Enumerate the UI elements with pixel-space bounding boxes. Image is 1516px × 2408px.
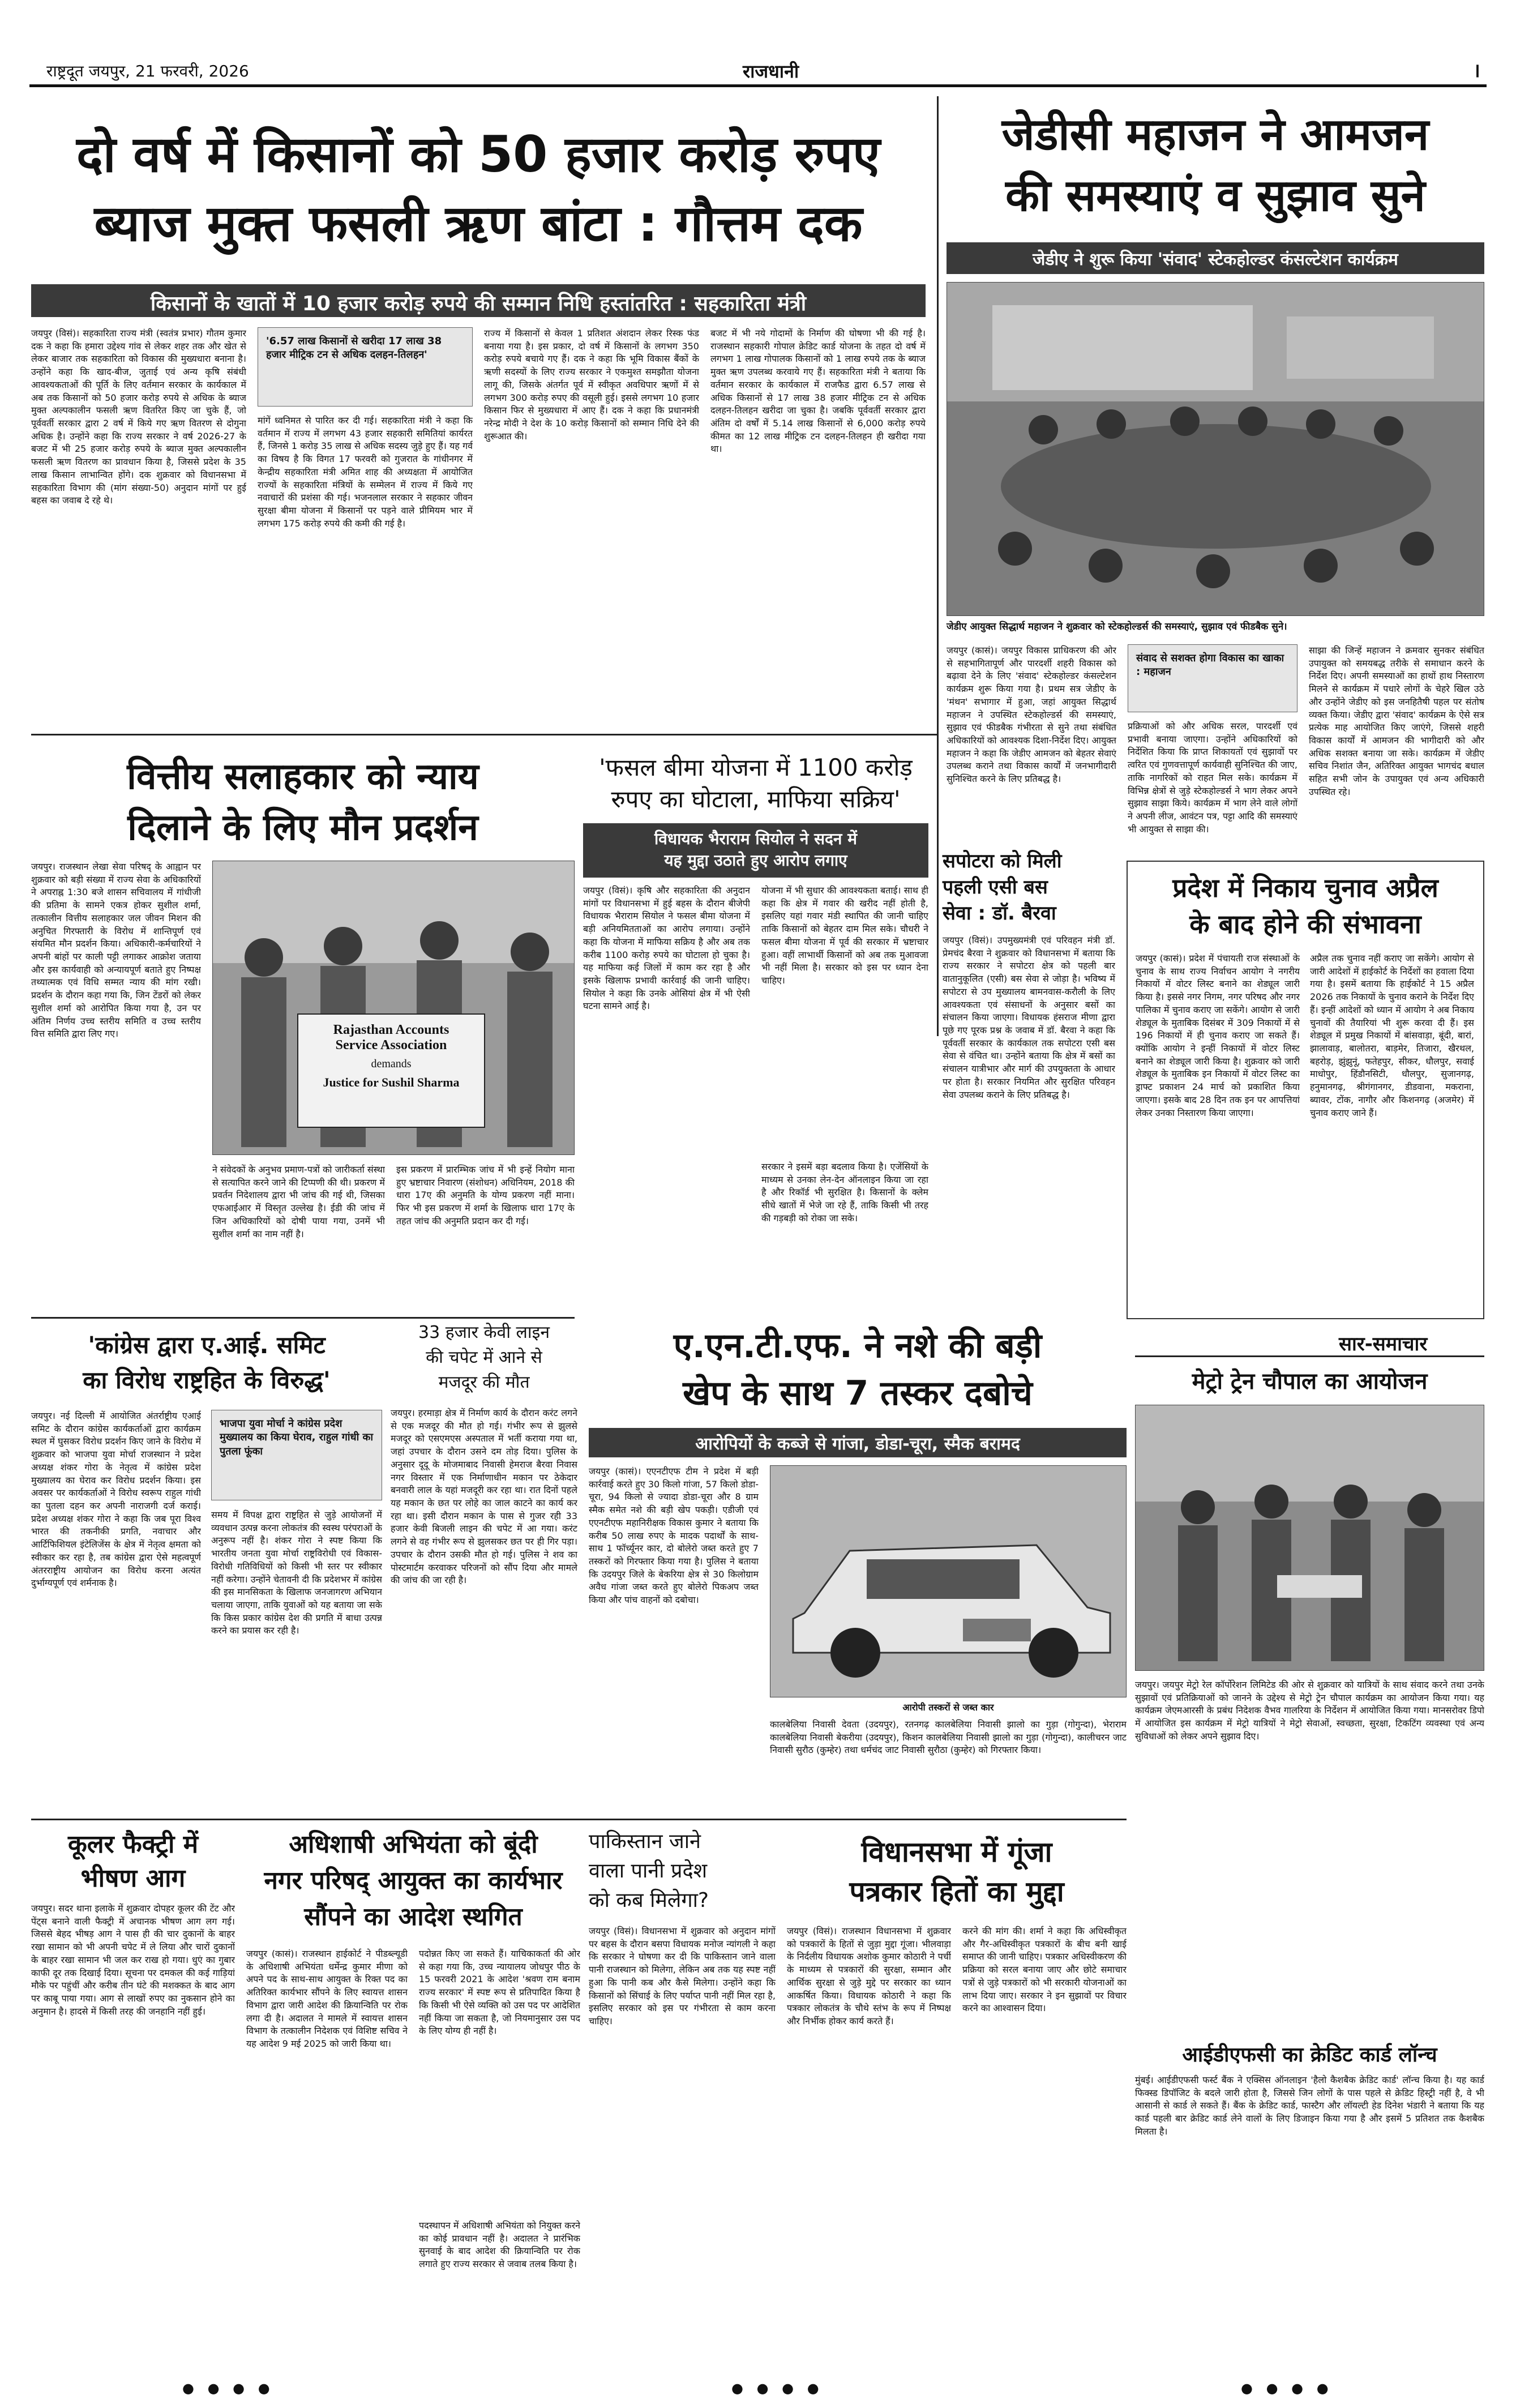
cooler-headline-2: भीषण आग	[80, 1864, 186, 1893]
page-footer	[29, 2378, 1487, 2401]
insurance-subhead-2: यह मुद्दा उठाते हुए आरोप लगाए	[664, 851, 847, 870]
lead-col-4: बजट में भी नये गोदामों के निर्माण की घोषणा भी की गई है। राजस्थान सहकारी गोपाल क्रेडिट कार्ड योजना के तहत दो वर्ष में लगभग 1 लाख गोपालक किसानों को 1 लाख रुपये तक के ब्याज मुक्त ऋण उपलब्ध करवाये गए हैं। सहकारिता मंत्री ने बताया कि वर्तमान सरकार के कार्यकाल में राजफैड द्वारा 6.57 लाख से अधिक किसानों से 17 लाख 38 हजार मीट्रिक टन से अधिक दलहन-तिलहन खरीदा जा चुका है। जबकि पूर्ववर्ती सरकार द्वारा अंतिम दो वर्षों में 5.14 लाख किसानों से 6,000 करोड़ रुपये कीमत का 12 लाख मीट्रिक टन दलहन-तिलहन ही खरीदा गया था।	[710, 328, 926, 455]
journalists-col-2: करने की मांग की। शर्मा ने कहा कि अधिस्वीकृत और गैर-अधिस्वीकृत पत्रकारों के बीच बनी खाई समाप्त की जानी चाहिए। पत्रकार अधिस्वीकरण की प्रक्रिया को सरल बनाया जाए और छोटे समाचार पत्रों से जुड़े पत्रकारों को भी सरकारी योजनाओं का लाभ दिया जाए। सरकार ने इन सुझावों पर विचार करने का आश्वासन दिया।	[962, 1926, 1127, 2014]
protest-col-3: इस प्रकरण में प्रारम्भिक जांच में भी इन्हें नियोग माना हुए भ्रष्टाचार निवारण (संशोधन) अधिनियम, 2018 की धारा 17ए की अनुमति के योग्य प्रकरण नहीं माना। फिर भी इस प्रकरण में शर्मा के खिलाफ धारा 17ए के तहत जांच की अनुमति प्रदान कर दी गई।	[396, 1164, 575, 1226]
lead-headline-1: दो वर्ष में किसानों को 50 हजार करोड़ रुपए	[76, 125, 880, 183]
bundi-headline-2: नगर परिषद् आयुक्त का कार्यभार	[264, 1866, 563, 1895]
metro-event-image	[1136, 1405, 1484, 1671]
insurance-subhead	[583, 823, 928, 878]
lead-col-2: मांगें ध्वनिमत से पारित कर दी गई। सहकारिता मंत्री ने कहा कि वर्तमान में राज्य में लगभग 43 हजार सहकारी समितियां कार्यरत हैं, जिनसे 1 करोड़ 35 लाख से अधिक सदस्य जुड़े हुए हैं। यह गर्व का विषय है कि विगत 17 फरवरी को गुजरात के गांधीनगर में केन्द्रीय सहकारिता मंत्री अमित शाह की अध्यक्षता में आयोजित राज्यों के सहकारिता मंत्रियों के सम्मेलन में राज्य में किये गए नवाचारों की प्रशंसा की गई। भजनलाल सरकार ने सहकार जीवन सुरक्षा बीमा योजना में किसानों पर पड़ने वाले प्रीमियम भार में लगभग 175 करोड़ रुपये की कमी की गई है।	[258, 415, 473, 529]
water-headline-1: पाकिस्तान जाने	[589, 1830, 701, 1853]
jdc-col-3: साझा की जिन्हें महाजन ने क्रमवार सुनकर संबंधित उपायुक्त को समयबद्ध तरीके से समाधान करने के निर्देश दिए। अपनी समस्याओं का हाथों हाथ निस्तारण मिलने से कार्यक्रम में पधारे लोगों के चेहरे खिल उठे और उन्होंने जेडीए को इस जनहितैषी पहल पर संतोष व्यक्त किया। जेडीए द्वारा 'संवाद' कार्यक्रम के ऐसे सत्र प्रत्येक माह आयोजित किए जाएंगे, जिससे शहरी विकास कार्यों में आमजन की भागीदारी को और अधिक सशक्त बनाया जा सके। कार्यक्रम में जेडीए सचिव निशांत जैन, अतिरिक्त आयुक्त भागचंद बधाल सहित सभी जोन के उपायुक्त एवं अन्य अधिकारी उपस्थित रहे।	[1309, 645, 1484, 797]
cooler-headline-1: कूलर फैक्ट्री में	[67, 1830, 199, 1859]
jdc-col-1: जयपुर (कासं)। जयपुर विकास प्राधिकरण की ओर से सहभागितापूर्ण और पारदर्शी शहरी विकास को बढ़ावा देने के लिए 'संवाद' स्टेकहोल्डर कंसल्टेशन कार्यक्रम शुरू किया गया है। प्रथम सत्र जेडीए के 'मंथन' सभागार में हुआ, जहां आयुक्त सिद्धार्थ महाजन ने उपस्थित स्टेकहोल्डर्स की समस्याएं, सुझाव एवं फीडबैक गंभीरता से सुने तथा संबंधित अधिकारियों को आवश्यक दिशा-निर्देश दिए। आयुक्त महाजन ने कहा कि जेडीए आमजन को बेहतर सेवाएं उपलब्ध कराने तथा विकास कार्यों में जनभागीदारी सुनिश्चित करने के लिए प्रतिबद्ध है।	[947, 645, 1116, 785]
insurance-headline-1: 'फसल बीमा योजना में 1100 करोड़	[599, 754, 913, 781]
water-headline-3: को कब मिलेगा?	[589, 1889, 709, 1912]
bundi-story	[246, 1829, 580, 2367]
pakistan-water-story	[589, 1829, 776, 2367]
idfc-body: मुंबई। आईडीएफसी फर्स्ट बैंक ने एक्सिस ऑनलाइन 'हैलो कैशबैक क्रेडिट कार्ड' लॉन्च किया है। यह कार्ड फिक्स्ड डिपॉजिट के बदले जारी होता है, जिससे जिन लोगों के पास पहले से क्रेडिट हिस्ट्री नहीं है, वे भी आसानी से कार्ड ले सकते हैं। बैंक के क्रेडिट कार्ड, फास्टैग और लॉयल्टी हेड दिनेश भंडारी ने बताया कि यह कार्ड पहली बार क्रेडिट कार्ड लेने वालों के लिए डिजाइन किया गया है और इसमें 5 प्रतिशत तक कैशबैक मिलता है।	[1135, 2075, 1484, 2137]
section-title: राजधानी	[743, 61, 799, 82]
jdc-photo-caption: जेडीए आयुक्त सिद्धार्थ महाजन ने शुक्रवार को स्टेकहोल्डर्स की समस्याएं, सुझाव एवं फीडबैक सुने।	[947, 621, 1287, 632]
banner-line-4: Justice for Sushil Sharma	[323, 1075, 460, 1089]
bundi-col-1: जयपुर (कासं)। राजस्थान हाईकोर्ट ने पीडब्ल्यूडी के अधिशाषी अभियंता धर्मेन्द्र कुमार मीणा को अपने पद के साथ-साथ आयुक्त के रिक्त पद का अतिरिक्त कार्यभार सौंपने के लिए स्वायत्त शासन विभाग द्वारा जारी आदेश की क्रियान्विति पर रोक लगा दी है। अदालत ने मामले में स्वायत्त शासन विभाग के तत्कालीन निदेशक एवं विशिष्ट सचिव ने यह आदेश 9 मई 2025 को जारी किया था।	[246, 1948, 408, 2050]
column-divider	[937, 96, 939, 1036]
metro-body: जयपुर। जयपुर मेट्रो रेल कॉर्पोरेशन लिमिटेड की ओर से शुक्रवार को यात्रियों के साथ संवाद करने तथा उनके सुझावों एवं प्रतिक्रियाओं को जानने के उद्देश्य से मेट्रो ट्रेन चौपाल कार्यक्रम का आयोजन किया गया। यह कार्यक्रम जेएमआरसी के प्रबंध निदेशक वैभव गालरिया के निर्देशन में आयोजित किया गया। मानसरोवर डिपो में आयोजित इस कार्यक्रम में मेट्रो यात्रियों ने मेट्रो सेवाओं, स्वच्छता, सुरक्षा, टिकटिंग व्यवस्था एवं अन्य सुविधाओं को लेकर अपने सुझाव दिए।	[1135, 1679, 1484, 1742]
jdc-headline-2: की समस्याएं व सुझाव सुने	[1005, 170, 1425, 221]
water-headline-2: वाला पानी प्रदेश	[589, 1859, 708, 1883]
antf-col-2: कालबेलिया निवासी देवता (उदयपुर), रतनगढ़ कालबेलिया निवासी झालो का गुड़ा (गोगुन्दा), भेराराम कालबेलिया निवासी बेकरीया (उदयपुर), किशन कालबेलिया निवासी झालो का गुड़ा (गोगुन्दा), कालीचरन जाट निवासी सुरौठ (कुम्हेर) तथा धर्मचंद जाट निवासी सुरौठा (कुम्हेर) को गिरफ्तार किया।	[770, 1719, 1127, 1756]
footer-dots-middle: ● ● ● ●	[731, 2380, 824, 2396]
congress-col-2: समय में विपक्ष द्वारा राष्ट्रहित से जुड़े आयोजनों में व्यवधान उत्पन्न करना लोकतंत्र की स्वस्थ परंपराओं के अनुरूप नहीं है। शंकर गोरा ने स्पष्ट किया कि भारतीय जनता युवा मोर्चा राष्ट्रविरोधी एवं विकास-विरोधी गतिविधियों को किसी भी स्तर पर स्वीकार नहीं करेगा। उन्होंने चेतावनी दी कि प्रदेशभर में कांग्रेस की इस मानसिकता के खिलाफ जनजागरण अभियान चलाया जाएगा, ताकि युवाओं को यह बताया जा सके कि किस प्रकार कांग्रेस देश की प्रगति में बाधा उत्पन्न करने का प्रयास कर रही है।	[211, 1509, 382, 1636]
horizontal-divider	[31, 734, 937, 735]
seized-car-image	[770, 1466, 1127, 1697]
election-headline-2: के बाद होने की संभावना	[1189, 909, 1421, 939]
sapotra-headline-3: सेवा : डॉ. बैरवा	[943, 902, 1056, 925]
sapotra-body: जयपुर (विसं)। उपमुख्यमंत्री एवं परिवहन मंत्री डॉ. प्रेमचंद बैरवा ने शुक्रवार को विधानसभा में बताया कि राज्य सरकार ने सपोटरा क्षेत्र को पहली बार वातानुकूलित (एसी) बस सेवा से जोड़ा है। भविष्य में सपोटरा से उप मुख्यालय बामनवास-करौली के लिए आवश्यकता एवं संसाधनों के अनुसार बसों का संचालन किया जाएगा। विधायक हंसराज मीणा द्वारा पूछे गए पूरक प्रश्न के जवाब में डॉ. बैरवा ने कहा कि पूर्ववर्ती सरकार के कार्यकाल तक सपोटरा एसी बस सेवा से वंचित था। उन्होंने बताया कि क्षेत्र में बसों का संचालन यात्रीभार और मार्ग की उपयुक्तता के आधार पर होता है। सरकार नियमित और सुरक्षित परिवहन सेवा उपलब्ध कराने के लिए प्रतिबद्ध है।	[943, 935, 1115, 1100]
lead-quote-box: '6.57 लाख किसानों से खरीदा 17 लाख 38 हजार मीट्रिक टन से अधिक दलहन-तिलहन'	[258, 327, 473, 407]
lead-col-1: जयपुर (विसं)। सहकारिता राज्य मंत्री (स्वतंत्र प्रभार) गौतम कुमार दक ने कहा कि हमारा उद्देश्य गांव से लेकर शहर तक और खेत से लेकर बाजार तक सहकारिता को विकास की मुख्यधारा बनाना है। उन्होंने कहा कि खाद-बीज, जुताई एवं अन्य कृषि संबंधी आवश्यकताओं की पूर्ति के लिए वर्तमान सरकार के कार्यकाल में अब तक किसानों को 50 हजार करोड़ रुपये से अधिक के ब्याज मुक्त अल्पकालीन फसली ऋण वितरित किए जा चुके हैं, जो पूर्ववर्ती सरकार द्वारा 2 वर्ष में किये गए ऋण वितरण से दोगुना अधिक है। उन्होंने कहा कि राज्य सरकार ने वर्ष 2026-27 के बजट में भी 25 हजार करोड़ रुपये के ब्याज मुक्त अल्पकालीन फसली ऋण वितरण का प्रावधान किया है, जिससे प्रदेश के 35 लाख किसान लाभान्वित होंगे। दक शुक्रवार को विधानसभा में सहकारिता विभाग की (मांग संख्या-50) अनुदान मांगों पर हुई बहस का जवाब दे रहे थे।	[31, 328, 246, 506]
seized-car-photo	[770, 1465, 1127, 1697]
section-label-text: सार-समाचार	[1339, 1333, 1428, 1355]
jdc-quote-box: संवाद से सशक्त होगा विकास का खाका : महाजन	[1128, 644, 1297, 712]
journalists-col-1: जयपुर (विसं)। राजस्थान विधानसभा में शुक्रवार को पत्रकारों के हितों से जुड़ा मुद्दा गूंजा। भीलवाड़ा के निर्दलीय विधायक अशोक कुमार कोठारी ने पर्ची के माध्यम से पत्रकारों की सुरक्षा, सम्मान और आर्थिक सुरक्षा से जुड़े मुद्दे पर सरकार का ध्यान आकर्षित किया। विधायक कोठारी ने कहा कि पत्रकार लोकतंत्र के चौथे स्तंभ के रूप में निष्पक्ष और निर्भीक होकर कार्य करते हैं।	[787, 1926, 951, 2027]
jdc-subhead: जेडीए ने शुरू किया 'संवाद' स्टेकहोल्डर कंसल्टेशन कार्यक्रम	[947, 242, 1484, 274]
section-label	[1135, 1328, 1484, 1357]
insurance-story	[583, 753, 928, 1319]
congress-headline-1: 'कांग्रेस द्वारा ए.आई. समिट	[88, 1331, 326, 1359]
insurance-headline-2: रुपए का घोटाला, माफिया सक्रिय'	[611, 785, 901, 813]
jdc-headline-1: जेडीसी महाजन ने आमजन	[1001, 109, 1429, 160]
congress-quote-box: भाजपा युवा मोर्चा ने कांग्रेस प्रदेश मुख्यालय का किया घेराव, राहुल गांधी का पुतला फूंका	[211, 1410, 382, 1500]
dateline: राष्ट्रदूत जयपुर, 21 फरवरी, 2026	[46, 62, 249, 80]
insurance-col-1: जयपुर (विसं)। कृषि और सहकारिता की अनुदान मांगों पर विधानसभा में हुई बहस के दौरान बीजेपी विधायक भैराराम सियोल ने फसल बीमा योजना में बड़ी अनियमितताओं का आरोप लगाया। उन्होंने कहा कि योजना में माफिया सक्रिय है और अब तक करीब 1100 करोड़ रुपये का घोटाला हो चुका है। यह माफिया कई जिलों में काम कर रहा है और इसके खिलाफ प्रभावी कार्रवाई की जानी चाहिए। सियोल ने कहा कि उनके ओसियां क्षेत्र में भी ऐसी घटना सामने आई है।	[583, 885, 750, 1012]
cooler-fire-story	[31, 1829, 235, 2367]
congress-story	[31, 1331, 382, 1812]
election-col-1: जयपुर (कासं)। प्रदेश में पंचायती राज संस्थाओं के चुनाव के साथ राज्य निर्वाचन आयोग ने नगरीय निकायों में वोटर लिस्ट बनाने का शेड्यूल जारी किया है। इससे नगर निगम, नगर परिषद और नगर पालिका में चुनाव कराए जा सकेंगे। आयोग से जारी शेड्यूल के मुताबिक दिसंबर में 309 निकायों में से 196 निकायों में ही चुनाव कराए जा सकते हैं। क्योंकि आयोग ने इन्हीं निकायों में वोटर लिस्ट बनाने का शेड्यूल जारी किया है। शुक्रवार को जारी शेड्यूल के मुताबिक इन निकायों में वोटर लिस्ट का ड्राफ्ट प्रकाशन 24 मार्च को प्रकाशित किया जाएगा। इसके बाद 28 दिन तक इन पर आपत्तियां लेकर उनका निस्तारण किया जाएगा।	[1136, 953, 1300, 1118]
congress-col-1: जयपुर। नई दिल्ली में आयोजित अंतर्राष्ट्रीय एआई समिट के दौरान कांग्रेस कार्यकर्ताओं द्वारा कार्यक्रम स्थल में घुसकर विरोध प्रदर्शन किए जाने के विरोध में शुक्रवार को भाजपा युवा मोर्चा राजस्थान ने प्रदेश अध्यक्ष शंकर गोरा के नेतृत्व में कांग्रेस प्रदेश मुख्यालय का घेराव कर विरोध प्रदर्शन किया। इस अवसर पर कार्यकर्ताओं ने विरोध स्वरूप राहुल गांधी का पुतला दहन कर अपनी नाराजगी दर्ज कराई। प्रदेश अध्यक्ष शंकर गोरा ने कहा कि जब पूरा विश्व भारत की तकनीकी प्रगति, नवाचार और आर्टिफिशियल इंटेलिजेंस के क्षेत्र में नेतृत्व क्षमता को स्वीकार कर रहा है, तब कांग्रेस द्वारा ऐसे महत्वपूर्ण अंतरराष्ट्रीय आयोजन का विरोध करना अत्यंत दुर्भाग्यपूर्ण एवं शर्मनाक है।	[31, 1410, 201, 1589]
protest-story	[31, 742, 575, 1314]
sapotra-headline-1: सपोटरा को मिली	[943, 850, 1062, 872]
protest-headline-2: दिलाने के लिए मौन प्रदर्शन	[127, 807, 478, 849]
antf-headline-1: ए.एन.टी.एफ. ने नशे की बड़ी	[673, 1326, 1042, 1366]
news-brief-panel	[1135, 1328, 1484, 2375]
protest-col-1: जयपुर। राजस्थान लेखा सेवा परिषद् के आह्वान पर शुक्रवार को बड़ी संख्या में राज्य सेवा के अधिकारियों ने अपराह्न 1:30 बजे शासन सचिवालय में गांधीजी की प्रतिमा के सामने एकत्र होकर सुशील शर्मा, तत्कालीन वित्तीय सलाहकार जल जीवन मिशन की अनुचित गिरफ्तारी के विरोध में शान्तिपूर्ण एवं संयमित मौन प्रदर्शन किया। अधिकारी-कर्मचारियों ने अपनी बांहों पर काली पट्टी लगाकर आक्रोश जताया और इस कार्यवाही को अन्यायपूर्ण बताते हुए निष्पक्ष तथ्यात्मक एवं विधि सम्मत न्याय की मांग रखी। प्रदर्शन के दौरान कहा गया कि, जिन टेंडरों को लेकर सुशील शर्मा को आरोपित किया गया है, उन पर अंतिम निर्णय उच्च स्तरीय समिति व उच्च स्तरीय वित्त समिति द्वारा लिए गए।	[31, 861, 201, 1040]
sapotra-story	[943, 849, 1115, 1331]
banner-line-2: Service Association	[335, 1038, 447, 1053]
protest-col-2: ने संवेदकों के अनुभव प्रमाण-पत्रों को जारीकर्ता संस्था से सत्यापित करने जाने की टिप्पणी की थी। प्रकरण में प्रवर्तन निदेशालय द्वारा भी जांच की गई थी, जिसका एफआईआर में विस्तृत उल्लेख है। ईडी की जांच में जिन अधिकारियों को दोषी पाया गया, उनमें भी सुशील शर्मा का नाम नहीं है।	[212, 1164, 385, 1239]
journalists-headline-2: पत्रकार हितों का मुद्दा	[849, 1875, 1064, 1908]
banner-line-1: Rajasthan Accounts	[333, 1023, 449, 1037]
insurance-subhead-1: विधायक भैराराम सियोल ने सदन में	[654, 829, 857, 848]
labourer-headline-2: की चपेट में आने से	[426, 1348, 542, 1367]
horizontal-divider-2	[31, 1317, 575, 1319]
antf-subhead: आरोपियों के कब्जे से गांजा, डोडा-चूरा, स्मैक बरामद	[589, 1428, 1127, 1457]
journalists-story	[787, 1829, 1127, 2367]
metro-headline: मेट्रो ट्रेन चौपाल का आयोजन	[1192, 1368, 1428, 1395]
antf-photo-caption: आरोपी तस्करों से जब्त कार	[902, 1702, 994, 1713]
protest-banner	[298, 1017, 485, 1124]
page-number: ।	[1473, 59, 1480, 82]
antf-col-1: जयपुर (कासं)। एएनटीएफ टीम ने प्रदेश में बड़ी कार्रवाई करते हुए 30 किलो गांजा, 57 किलो डोडा-चूरा, 94 किलो से ज्यादा डोडा-चूरा और 8 ग्राम स्मैक समेत नशे की बड़ी खेप पकड़ी। एडीजी एवं एएनटीएफ महानिरीक्षक विकास कुमार ने बताया कि करीब 50 लाख रुपए के मादक पदार्थों के साथ-साथ 1 फॉर्च्यूनर कार, दो बोलेरो जब्त करते हुए 7 तस्करों को गिरफ्तार किया गया है। पुलिस ने बताया कि उदयपुर जिले के बेकरिया क्षेत्र से 30 किलोग्राम अवैध गांजा जब्त करते हुए बोलेरो पिकअप जब्त किया और पांच वाहनों को दबोचा।	[589, 1466, 759, 1606]
metro-chaupal-photo	[1135, 1405, 1484, 1671]
cooler-body: जयपुर। सदर थाना इलाके में शुक्रवार दोपहर कूलर की टेंट और पेंट्स बनाने वाली फैक्ट्री में अचानक भीषण आग लग गई। जिससे बेहद भीषड़ आग ने पास ही की चार दुकानों के बाहर रखा सामान को भी अपनी चपेट में ले लिया और चारों दुकानों के बाहर रखा सामान भी जल कर राख हो गया। धुएं का गुबार काफी दूर तक दिखाई दिया। सूचना पर दमकल की कई गाड़ियां मौके पर पहुंचीं और करीब तीन घंटे की मशक्कत के बाद आग पर काबू पाया गया। आग से लाखों रुपए का नुकसान होने का अनुमान है। हादसे में किसी तरह की जनहानि नहीं हुई।	[31, 1903, 235, 2017]
jdc-col-2: प्रक्रियाओं को और अधिक सरल, पारदर्शी एवं प्रभावी बनाया जाएगा। उन्होंने अधिकारियों को निर्देशित किया कि प्राप्त शिकायतों एवं सुझावों पर त्वरित एवं गुणवत्तापूर्ण कार्यवाही सुनिश्चित की जाए, ताकि नागरिकों को राहत मिल सके। कार्यक्रम में विभिन्न क्षेत्रों से जुड़े स्टेकहोल्डर्स ने भाग लेकर अपने सुझाव साझा किये। कार्यक्रम में भाग लेने वाले लोगों ने अपनी लीज, आवंटन पत्र, पट्टा आदि की समस्याएं भी आयुक्त से साझा की।	[1128, 721, 1297, 835]
congress-headline-2: का विरोध राष्ट्रहित के विरुद्ध'	[83, 1366, 331, 1394]
protest-headline-1: वित्तीय सलाहकार को न्याय	[127, 756, 479, 798]
bundi-col-3: पदस्थापन में अधिशाषी अभियंता को नियुक्त करने का कोई प्रावधान नहीं है। अदालत ने प्रारंभिक सुनवाई के बाद आदेश की क्रियान्विति पर रोक लगाते हुए राज्य सरकार से जवाब तलब किया है।	[419, 2220, 580, 2270]
idfc-headline: आईडीएफसी का क्रेडिट कार्ड लॉन्च	[1182, 2043, 1437, 2067]
labourer-headline-3: मजदूर की मौत	[438, 1372, 530, 1392]
insurance-col-3: सरकार ने इसमें बड़ा बदलाव किया है। एजेंसियों के माध्यम से उनका लेन-देन ऑनलाइन किया जा रहा है और रिकॉर्ड भी सुरक्षित है। किसानों के क्लेम सीधे खातों में भेजे जा रहे हैं, ताकि किसी भी तरह की गड़बड़ी को रोका जा सके।	[761, 1161, 928, 1224]
lead-story	[31, 102, 926, 725]
labourer-body: जयपुर। हरमाड़ा क्षेत्र में निर्माण कार्य के दौरान करंट लगने से एक मजदूर की मौत हो गई। गंभीर रूप से झुलसे मजदूर को एसएमएस अस्पताल में भर्ती कराया गया था, जहां उपचार के दौरान उसने दम तोड़ दिया। पुलिस के अनुसार दूदू के मोजमाबाद निवासी हेमराज बैरवा निवास नगर विस्तार में एक निर्माणाधीन मकान पर ठेकेदार बनवारी लाल के यहां मजदूरी कर रहा था। रात दिनों पहले यह मकान के छत पर लोहे का जाल काटने का कार्य कर रहा था। इसी दौरान मकान के पास से गुजर रही 33 हजार केवी बिजली लाइन की चपेट में आ गया। करंट लगने से वह गंभीर रूप से झुलसकर छत पर ही गिर पड़ा। उपचार के दौरान उसकी मौत हो गई। पुलिस ने शव का पोस्टमार्टम करवाकर परिजनों को सौंप दिया और मामले की जांच की जा रही है।	[391, 1408, 577, 1586]
election-col-2: अप्रैल तक चुनाव नहीं कराए जा सकेंगे। आयोग से जारी आदेशों में हाईकोर्ट के निर्देशों का हवाला दिया गया है। इसमें बताया कि हाईकोर्ट ने 15 अप्रैल 2026 तक निकायों के चुनाव कराने के निर्देश दिए हैं। इन्हीं आदेशों को ध्यान में आयोग ने अब निकाय चुनावों की तैयारियां भी शुरू करवा दी हैं। इस शेड्यूल में प्रमुख निकायों में बांसवाड़ा, बूंदी, बारां, झालावाड़, बालोतरा, बाड़मेर, तिजारा, खैरथल, बहरोड़, झुंझुनूं, फतेहपुर, सीकर, धौलपुर, सवाई माधोपुर, हिंडौनसिटी, धौलपुर, सुजानगढ़, हनुमानगढ़, श्रीगंगानगर, डीडवाना, मकराना, ब्यावर, टोंक, नागौर और किशनगढ़ (अजमेर) में चुनाव कराए जाने हैं।	[1310, 953, 1474, 1118]
antf-headline-2: खेप के साथ 7 तस्कर दबोचे	[683, 1374, 1033, 1413]
lead-headline-2: ब्याज मुक्त फसली ऋण बांटा : गौत्तम दक	[94, 194, 863, 253]
antf-story	[589, 1325, 1127, 1823]
insurance-col-2: योजना में भी सुधार की आवश्यकता बताई। साथ ही कहा कि क्षेत्र में गवार की खरीद नहीं होती है, इसलिए यहां गवार मंडी स्थापित की जानी चाहिए ताकि किसानों को बेहतर दाम मिल सके। चौधरी ने फसल बीमा योजना में पूर्व की सरकार में भ्रष्टाचार हुआ। वहीं लाभार्थी किसानों को अब तक मुआवजा भी नहीं मिला है। सरकार को इस पर ध्यान देना चाहिए।	[761, 885, 928, 986]
banner-line-3: demands	[371, 1058, 412, 1070]
water-body: जयपुर (विसं)। विधानसभा में शुक्रवार को अनुदान मांगों पर बहस के दौरान बसपा विधायक मनोज न्यांगली ने कहा कि सरकार ने घोषणा कर दी कि पाकिस्तान जाने वाला पानी राजस्थान को मिलेगा, लेकिन अब तक यह स्पष्ट नहीं हुआ कि पानी कब और कैसे मिलेगा। उन्होंने कहा कि किसानों को सिंचाई के लिए पर्याप्त पानी नहीं मिल रहा है, इसलिए सरकार को इस पर गंभीरता से काम करना चाहिए।	[589, 1926, 776, 2027]
footer-dots-left: ● ● ● ●	[182, 2380, 275, 2396]
meeting-room-image	[947, 283, 1484, 616]
horizontal-divider-3	[31, 1819, 1127, 1820]
jdc-meeting-photo	[947, 282, 1484, 616]
bundi-headline-1: अधिशाषी अभियंता को बूंदी	[289, 1830, 538, 1859]
labourer-headline-1: 33 हजार केवी लाइन	[418, 1323, 550, 1342]
footer-dots-right: ● ● ● ●	[1241, 2380, 1333, 2396]
local-election-story	[1127, 861, 1484, 1319]
journalists-headline-1: विधानसभा में गूंजा	[861, 1836, 1052, 1868]
bundi-headline-3: सौंपने का आदेश स्थगित	[304, 1902, 523, 1931]
bundi-col-2: पदोन्नत किए जा सकते हैं। याचिकाकर्ता की ओर से कहा गया कि, उच्च न्यायालय जोधपुर पीठ के 15 फरवरी 2021 के आदेश 'श्रवण राम बनाम राज्य सरकार' में स्पष्ट रूप से प्रतिपादित किया है कि किसी भी ऐसे व्यक्ति को उस पद पर आदेशित नहीं किया जा सकता है, जो नियमानुसार उस पद के लिए योग्य ही नहीं है।	[419, 1948, 580, 2037]
election-headline-1: प्रदेश में निकाय चुनाव अप्रैल	[1172, 872, 1438, 903]
masthead	[29, 55, 1487, 87]
labourer-story	[391, 1322, 577, 1815]
sapotra-headline-2: पहली एसी बस	[943, 876, 1048, 899]
lead-subhead: किसानों के खातों में 10 हजार करोड़ रुपये की सम्मान निधि हस्तांतरित : सहकारिता मंत्री	[31, 284, 926, 317]
lead-col-3: राज्य में किसानों से केवल 1 प्रतिशत अंशदान लेकर रिस्क फंड बनाया गया है। इस प्रकार, दो वर्ष में किसानों के लगभग 350 करोड़ रुपये बचाये गए हैं। दक ने कहा कि भूमि विकास बैंकों के ऋणी सदस्यों के लिए राज्य सरकार ने एकमुश्त समझौता योजना लागू की, जिसके अंतर्गत पूर्व में स्वीकृत अवधिपार ऋणों में से लगभग 300 करोड़ रुपए की वसूली हुई। इससे लगभग 10 हजार किसान फिर से मुख्यधारा में आए हैं। दक ने कहा कि प्रधानमंत्री नरेन्द्र मोदी ने देश के 10 करोड़ किसानों को सम्मान निधि देने की शुरूआत की।	[484, 328, 699, 442]
protest-photo	[212, 861, 575, 1155]
